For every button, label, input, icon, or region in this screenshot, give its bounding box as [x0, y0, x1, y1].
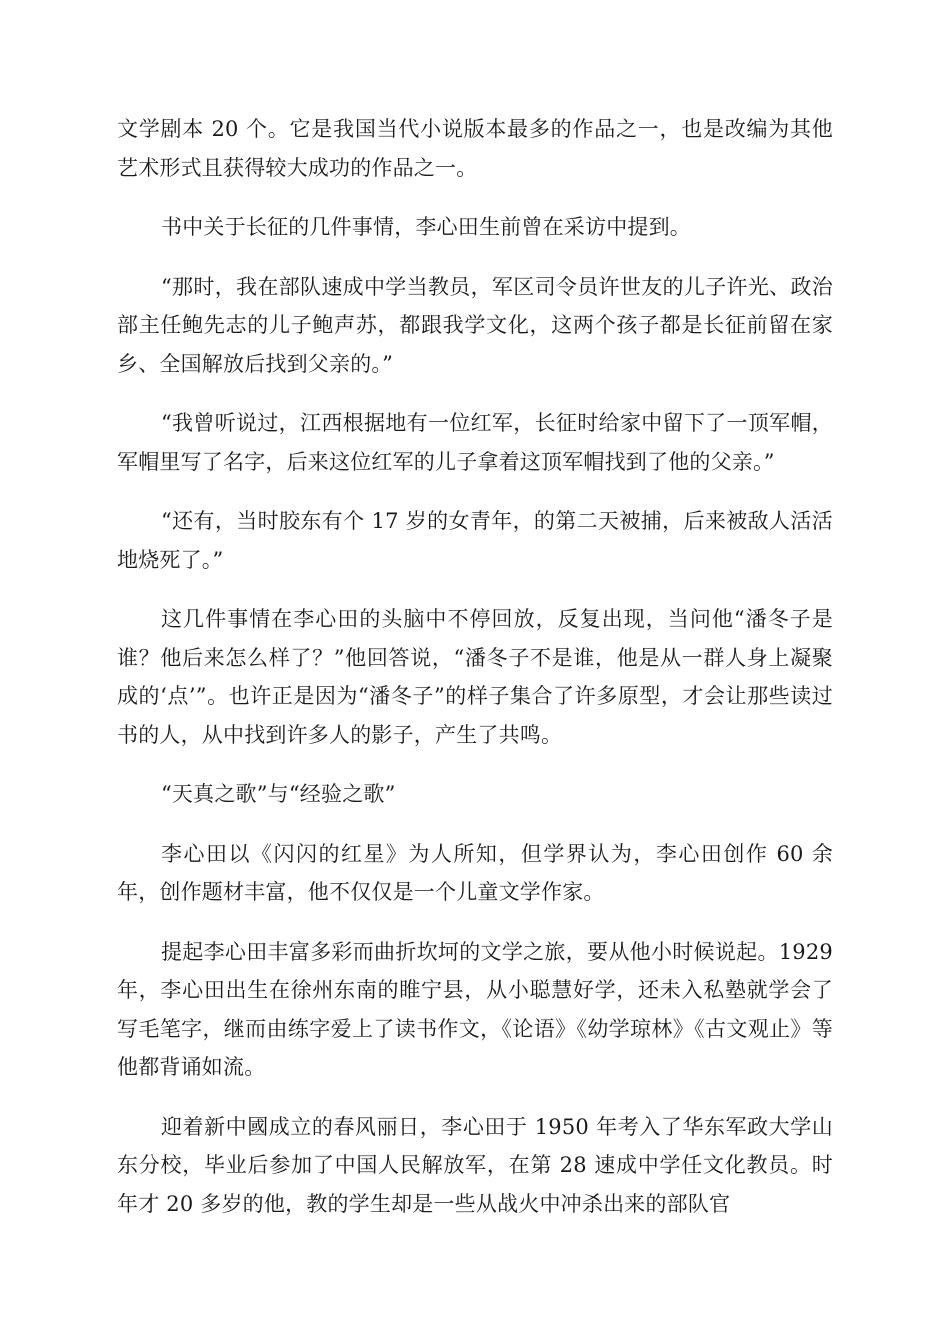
paragraph-long-march-intro: 书中关于长征的几件事情，李心田生前曾在采访中提到。 — [161, 215, 691, 239]
paragraph-quote-army-cap: “我曾听说过，江西根据地有一位红军，长征时给家中留下了一顶军帽，军帽里写了名字，后来这位红军的儿子拿着这顶军帽找到了他的父亲。” — [117, 411, 833, 474]
paragraph-quote-jiaodong: “还有，当时胶东有个 17 岁的女青年，的第二天被捕，后来被敌人活活地烧死了。” — [117, 509, 833, 572]
paragraph-childhood: 提起李心田丰富多彩而曲折坎坷的文学之旅，要从他小时候说起。1929 年，李心田出生在徐州东南的睢宁县，从小聪慧好学，还未入私塾就学会了写毛笔字，继而由练字爱上了读书作文，《论语》《幼学琼林》《古文观止》等他都背诵如流。 — [117, 939, 833, 1079]
paragraph-military-school: 迎着新中國成立的春风丽日，李心田于 1950 年考入了华东军政大学山东分校，毕业后参加了中国人民解放军，在第 28 速成中学任文化教员。时年才 20 多岁的他，教的学生却是一些从战火中冲杀出来的部队官 — [117, 1114, 833, 1216]
paragraph-pan-dongzi: 这几件事情在李心田的头脑中不停回放，反复出现，当问他“潘冬子是谁？他后来怎么样了？”他回答说，“潘冬子不是谁，他是从一群人身上凝聚成的‘点’”。也许正是因为“潘冬子”的样子集合了许多原型，才会让那些读过书的人，从中找到许多人的影子，产生了共鸣。 — [117, 607, 833, 747]
paragraph-continuation: 文学剧本 20 个。它是我国当代小说版本最多的作品之一，也是改编为其他艺术形式且获得较大成功的作品之一。 — [117, 117, 833, 180]
section-heading: “天真之歌”与“经验之歌” — [161, 782, 396, 806]
paragraph-scholars-view: 李心田以《闪闪的红星》为人所知，但学界认为，李心田创作 60 余年，创作题材丰富，他不仅仅是一个儿童文学作家。 — [117, 841, 833, 904]
paragraph-quote-teacher: “那时，我在部队速成中学当教员，军区司令员许世友的儿子许光、政治部主任鲍先志的儿子鲍声苏，都跟我学文化，这两个孩子都是长征前留在家乡、全国解放后找到父亲的。” — [117, 274, 833, 376]
document-page — [117, 110, 833, 1244]
